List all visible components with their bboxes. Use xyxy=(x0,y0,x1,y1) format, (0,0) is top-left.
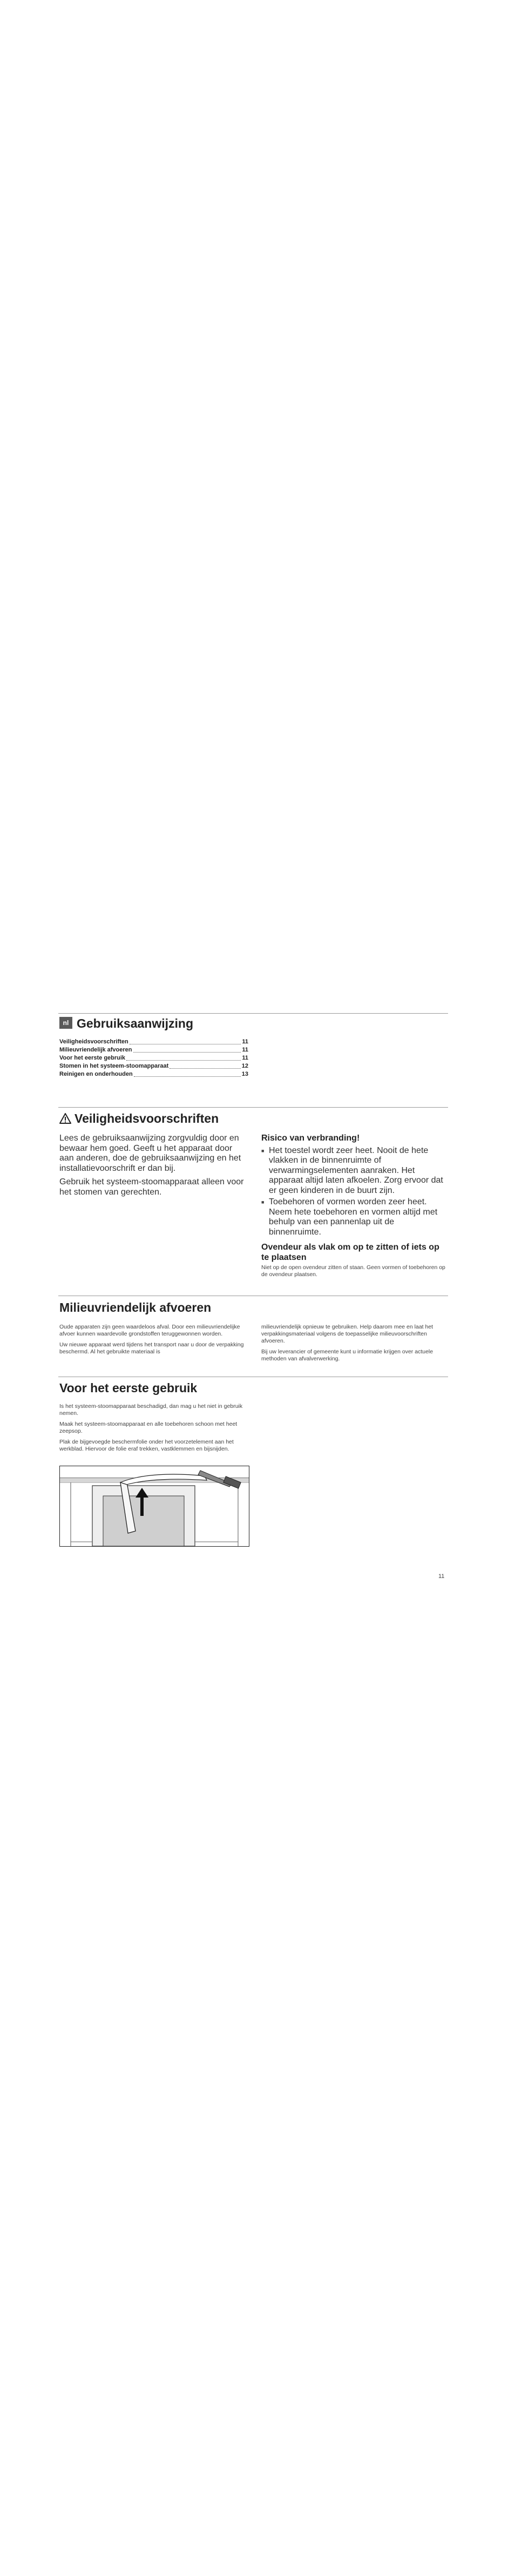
door-text: Niet op de open ovendeur zitten of staan. Geen vormen of toebehoren op de ovendeur plaatsen. xyxy=(261,1264,445,1278)
safety-heading xyxy=(59,1111,219,1127)
foil-illustration xyxy=(59,1466,249,1547)
eco-heading: Milieuvriendelijk afvoeren xyxy=(59,1300,212,1314)
toc-item-page: 11 xyxy=(242,1055,248,1061)
eco-paragraph: Bij uw leverancier of gemeente kunt u informatie krijgen over actuele methoden van afvalverwerking. xyxy=(261,1348,433,1362)
eco-column-right xyxy=(261,1324,448,1366)
toc-item-title: Voor het eerste gebruik xyxy=(59,1055,126,1061)
safety-intro xyxy=(59,1134,248,1201)
toc-item-title: Veiligheidsvoorschriften xyxy=(59,1039,128,1045)
page-number: 11 xyxy=(438,1573,445,1580)
toc-item-title: Stomen in het systeem-stoomapparaat xyxy=(59,1063,169,1069)
risk-heading: Risico van verbranding! xyxy=(261,1134,360,1143)
table-of-contents xyxy=(59,1038,248,1078)
toc-item[interactable] xyxy=(59,1046,248,1054)
toc-item-page: 11 xyxy=(242,1039,248,1045)
toc-leader xyxy=(126,1060,241,1061)
safety-heading-text: Veiligheidsvoorschriften xyxy=(74,1111,219,1125)
first-use-heading: Voor het eerste gebruik xyxy=(59,1381,198,1395)
toc-item-page: 11 xyxy=(242,1047,248,1053)
section-rule xyxy=(58,1107,448,1108)
list-item: ■ Toebehoren of vormen worden zeer heet. Neem hete toebehoren en vormen altijd met behulp van een pannenlap uit de binnenruimte. xyxy=(261,1197,448,1237)
first-use-text xyxy=(59,1403,248,1456)
eco-paragraph: milieuvriendelijk opnieuw te gebruiken. Help daarom mee en laat het verpakkingsmateriaal volgens de toepasselijke milieuvoorschriften afvoeren. xyxy=(261,1324,433,1344)
toc-item[interactable] xyxy=(59,1054,248,1062)
first-use-paragraph: Maak het systeem-stoomapparaat en alle toebehoren schoon met heet zeepsop. xyxy=(59,1421,238,1434)
first-use-paragraph: Plak de bijgevoegde beschermfolie onder het voorzetelement aan het werkblad. Hiervoor de folie eraf trekken, vastklemmen en bijsnijden. xyxy=(59,1439,234,1452)
toc-item-page: 12 xyxy=(241,1063,248,1069)
header-rule xyxy=(58,1013,448,1014)
toc-leader xyxy=(170,1068,240,1069)
toc-leader xyxy=(133,1052,241,1053)
toc-leader xyxy=(134,1076,241,1077)
risk-block xyxy=(261,1134,448,1278)
door-heading: Ovendeur als vlak om op te zitten of iets op te plaatsen xyxy=(261,1243,439,1262)
warning-triangle-icon xyxy=(59,1112,71,1127)
language-badge: nl xyxy=(59,1017,72,1029)
toc-item-title: Reinigen en onderhouden xyxy=(59,1071,133,1077)
list-item: ■ Het toestel wordt zeer heet. Nooit de hete vlakken in de binnenruimte of verwarmingselementen aanraken. Het apparaat altijd laten afkoelen. Zorg ervoor dat er geen kinderen in de buurt zijn. xyxy=(261,1146,448,1196)
safety-intro-paragraph: Gebruik het systeem-stoomapparaat alleen voor het stomen van gerechten. xyxy=(59,1177,244,1197)
toc-item-page: 13 xyxy=(241,1071,248,1077)
toc-item[interactable] xyxy=(59,1062,248,1070)
eco-column-left xyxy=(59,1324,248,1359)
toc-item[interactable] xyxy=(59,1070,248,1078)
page-title: Gebruiksaanwijzing xyxy=(77,1016,193,1030)
eco-paragraph: Uw nieuwe apparaat werd tijdens het transport naar u door de verpakking beschermd. Al het gebruikte materiaal is xyxy=(59,1341,244,1355)
safety-intro-paragraph: Lees de gebruiksaanwijzing zorgvuldig door en bewaar hem goed. Geeft u het apparaat door aan anderen, doe de gebruiksaanwijzing en het installatievoorschrift er dan bij. xyxy=(59,1134,241,1173)
first-use-paragraph: Is het systeem-stoomapparaat beschadigd, dan mag u het niet in gebruik nemen. xyxy=(59,1403,243,1417)
toc-item[interactable] xyxy=(59,1038,248,1046)
risk-list xyxy=(261,1146,448,1238)
eco-paragraph: Oude apparaten zijn geen waardeloos afval. Door een milieuvriendelijke afvoer kunnen waardevolle grondstoffen teruggewonnen worden. xyxy=(59,1324,240,1337)
foil-illustration-drawing xyxy=(60,1466,249,1546)
toc-item-title: Milieuvriendelijk afvoeren xyxy=(59,1047,132,1053)
